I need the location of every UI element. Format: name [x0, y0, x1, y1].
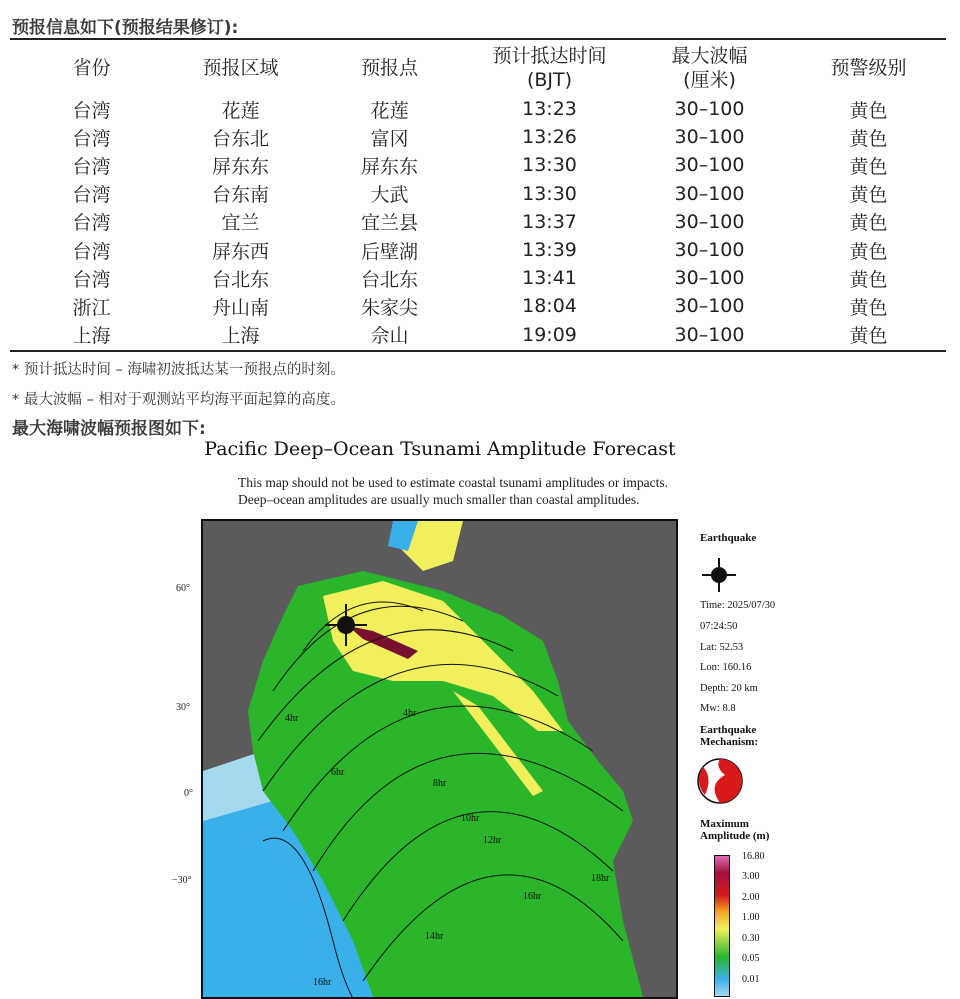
- cell-region: 宜兰: [221, 212, 260, 235]
- mechanism-title: Earthquake Mechanism:: [700, 724, 759, 748]
- earthquake-magnitude: Mw: 8.8: [700, 703, 736, 714]
- scale-label-3-00: 3.00: [742, 871, 760, 882]
- cell-point: 台北东: [360, 268, 418, 291]
- earthquake-title: Earthquake: [700, 532, 757, 544]
- map-subtitle-line-2: Deep–ocean amplitudes are usually much smaller than coastal amplitudes.: [238, 492, 640, 507]
- header-arrival-time: [471, 41, 628, 95]
- table-row: [10, 151, 946, 179]
- cell-max-amplitude: 30–100: [674, 295, 745, 318]
- note-max-amplitude: * 最大波幅 – 相对于观测站平均海平面起算的高度。: [12, 392, 345, 408]
- cell-arrival-time: 13:26: [522, 126, 577, 149]
- cell-point: 后壁湖: [360, 240, 418, 263]
- table-top-rule: [10, 38, 946, 40]
- cell-region: 台东南: [211, 184, 269, 207]
- cell-province: 台湾: [72, 240, 111, 263]
- earthquake-time-of-day: 07:24:50: [700, 621, 738, 632]
- cell-arrival-time: 13:30: [522, 182, 577, 205]
- cell-province: 上海: [72, 325, 111, 348]
- map-graphic: [203, 521, 676, 997]
- cell-max-amplitude: 30–100: [674, 98, 745, 121]
- cell-arrival-time: 13:41: [522, 267, 577, 290]
- cell-warning-level: 黄色: [849, 155, 888, 178]
- header-max-amplitude-line: 最大波幅: [671, 45, 748, 67]
- cell-province: 台湾: [72, 155, 111, 178]
- scale-label-2-00: 2.00: [742, 892, 760, 903]
- cell-point: 屏东东: [360, 155, 418, 178]
- scale-label-0-05: 0.05: [742, 953, 760, 964]
- lat-label-60: 60°: [176, 583, 190, 594]
- cell-max-amplitude: 30–100: [674, 182, 745, 205]
- cell-province: 台湾: [72, 268, 111, 291]
- cell-province: 台湾: [72, 99, 111, 122]
- lat-label-minus30: −30°: [172, 875, 192, 886]
- cell-region: 台北东: [211, 268, 269, 291]
- cell-max-amplitude: 30–100: [674, 323, 745, 346]
- contour-label-16hr: 16hr: [523, 891, 542, 902]
- contour-label-18hr: 18hr: [591, 873, 610, 884]
- cell-region: 花莲: [221, 99, 260, 122]
- cell-arrival-time: 13:39: [522, 239, 577, 262]
- map-subtitle: [238, 474, 668, 508]
- earthquake-lat: Lat: 52.53: [700, 642, 744, 653]
- cell-region: 舟山南: [211, 296, 269, 319]
- tsunami-amplitude-map: [201, 519, 678, 999]
- scale-label-16-80: 16.80: [742, 851, 765, 862]
- header-arrival-time-line: 预计抵达时间: [492, 45, 607, 67]
- earthquake-symbol-icon: [702, 558, 736, 592]
- contour-label-10hr: 10hr: [461, 813, 480, 824]
- cell-point: 朱家尖: [360, 296, 418, 319]
- map-subtitle-line-1: This map should not be used to estimate coastal tsunami amplitudes or impacts.: [238, 475, 669, 490]
- earthquake-depth: Depth: 20 km: [700, 683, 758, 694]
- header-warning-level: [791, 41, 946, 95]
- cell-point: 宜兰县: [360, 212, 418, 235]
- cell-province: 台湾: [72, 184, 111, 207]
- cell-province: 浙江: [72, 296, 111, 319]
- table-row: [10, 321, 946, 349]
- cell-arrival-time: 18:04: [522, 295, 577, 318]
- header-province: [10, 41, 173, 95]
- cell-max-amplitude: 30–100: [674, 239, 745, 262]
- forecast-table: [10, 41, 946, 349]
- amplitude-color-scale: [714, 855, 730, 997]
- table-row: [10, 292, 946, 320]
- cell-max-amplitude: 30–100: [674, 267, 745, 290]
- contour-label-6hr: 6hr: [331, 767, 345, 778]
- contour-label-4hr-west: 4hr: [285, 713, 299, 724]
- header-arrival-time-line: (BJT): [526, 69, 573, 91]
- cell-region: 屏东东: [211, 155, 269, 178]
- table-row: [10, 264, 946, 292]
- scale-label-0-30: 0.30: [742, 933, 760, 944]
- cell-warning-level: 黄色: [849, 99, 888, 122]
- cell-arrival-time: 13:37: [522, 210, 577, 233]
- cell-region: 上海: [221, 325, 260, 348]
- beachball-icon: [695, 755, 745, 807]
- lat-label-0: 0°: [184, 788, 193, 799]
- header-region: [173, 41, 308, 95]
- lat-label-30: 30°: [176, 702, 190, 713]
- cell-warning-level: 黄色: [849, 240, 888, 263]
- cell-province: 台湾: [72, 127, 111, 150]
- header-province-line: 省份: [72, 57, 111, 79]
- table-row: [10, 95, 946, 123]
- cell-point: 花莲: [370, 99, 409, 122]
- cell-arrival-time: 13:30: [522, 154, 577, 177]
- table-row: [10, 180, 946, 208]
- table-body: [10, 95, 946, 349]
- contour-label-16hr-south: 16hr: [313, 977, 332, 988]
- scale-label-0-01: 0.01: [742, 974, 760, 985]
- amplitude-scale-title: Maximum Amplitude (m): [700, 818, 770, 842]
- cell-point: 佘山: [370, 325, 409, 348]
- header-point: [308, 41, 471, 95]
- table-bottom-rule: [10, 350, 946, 352]
- cell-point: 富冈: [370, 127, 409, 150]
- cell-province: 台湾: [72, 212, 111, 235]
- table-row: [10, 208, 946, 236]
- cell-arrival-time: 19:09: [522, 323, 577, 346]
- earthquake-time: Time: 2025/07/30: [700, 600, 776, 611]
- contour-label-14hr: 14hr: [425, 931, 444, 942]
- cell-region: 屏东西: [211, 240, 269, 263]
- scale-label-1-00: 1.00: [742, 912, 760, 923]
- table-row: [10, 236, 946, 264]
- cell-warning-level: 黄色: [849, 296, 888, 319]
- note-arrival-time: * 预计抵达时间 – 海啸初波抵达某一预报点的时刻。: [12, 362, 345, 378]
- cell-max-amplitude: 30–100: [674, 154, 745, 177]
- table-header-row: [10, 41, 946, 95]
- cell-arrival-time: 13:23: [522, 98, 577, 121]
- header-point-line: 预报点: [360, 57, 418, 79]
- contour-label-12hr: 12hr: [483, 835, 502, 846]
- cell-warning-level: 黄色: [849, 268, 888, 291]
- header-region-line: 预报区域: [202, 57, 279, 79]
- cell-warning-level: 黄色: [849, 127, 888, 150]
- cell-warning-level: 黄色: [849, 212, 888, 235]
- cell-region: 台东北: [211, 127, 269, 150]
- cell-warning-level: 黄色: [849, 325, 888, 348]
- map-heading: 最大海啸波幅预报图如下:: [12, 419, 206, 439]
- cell-warning-level: 黄色: [849, 184, 888, 207]
- contour-label-8hr: 8hr: [433, 778, 447, 789]
- header-max-amplitude: [628, 41, 791, 95]
- cell-max-amplitude: 30–100: [674, 210, 745, 233]
- contour-label-4hr-east: 4hr: [403, 708, 417, 719]
- header-warning-level-line: 预警级别: [830, 57, 907, 79]
- table-row: [10, 123, 946, 151]
- map-title: Pacific Deep–Ocean Tsunami Amplitude Forecast: [204, 438, 676, 460]
- cell-max-amplitude: 30–100: [674, 126, 745, 149]
- forecast-heading: 预报信息如下(预报结果修订):: [12, 18, 239, 38]
- header-max-amplitude-line: (厘米): [683, 69, 736, 91]
- earthquake-lon: Lon: 160.16: [700, 662, 752, 673]
- cell-point: 大武: [370, 184, 409, 207]
